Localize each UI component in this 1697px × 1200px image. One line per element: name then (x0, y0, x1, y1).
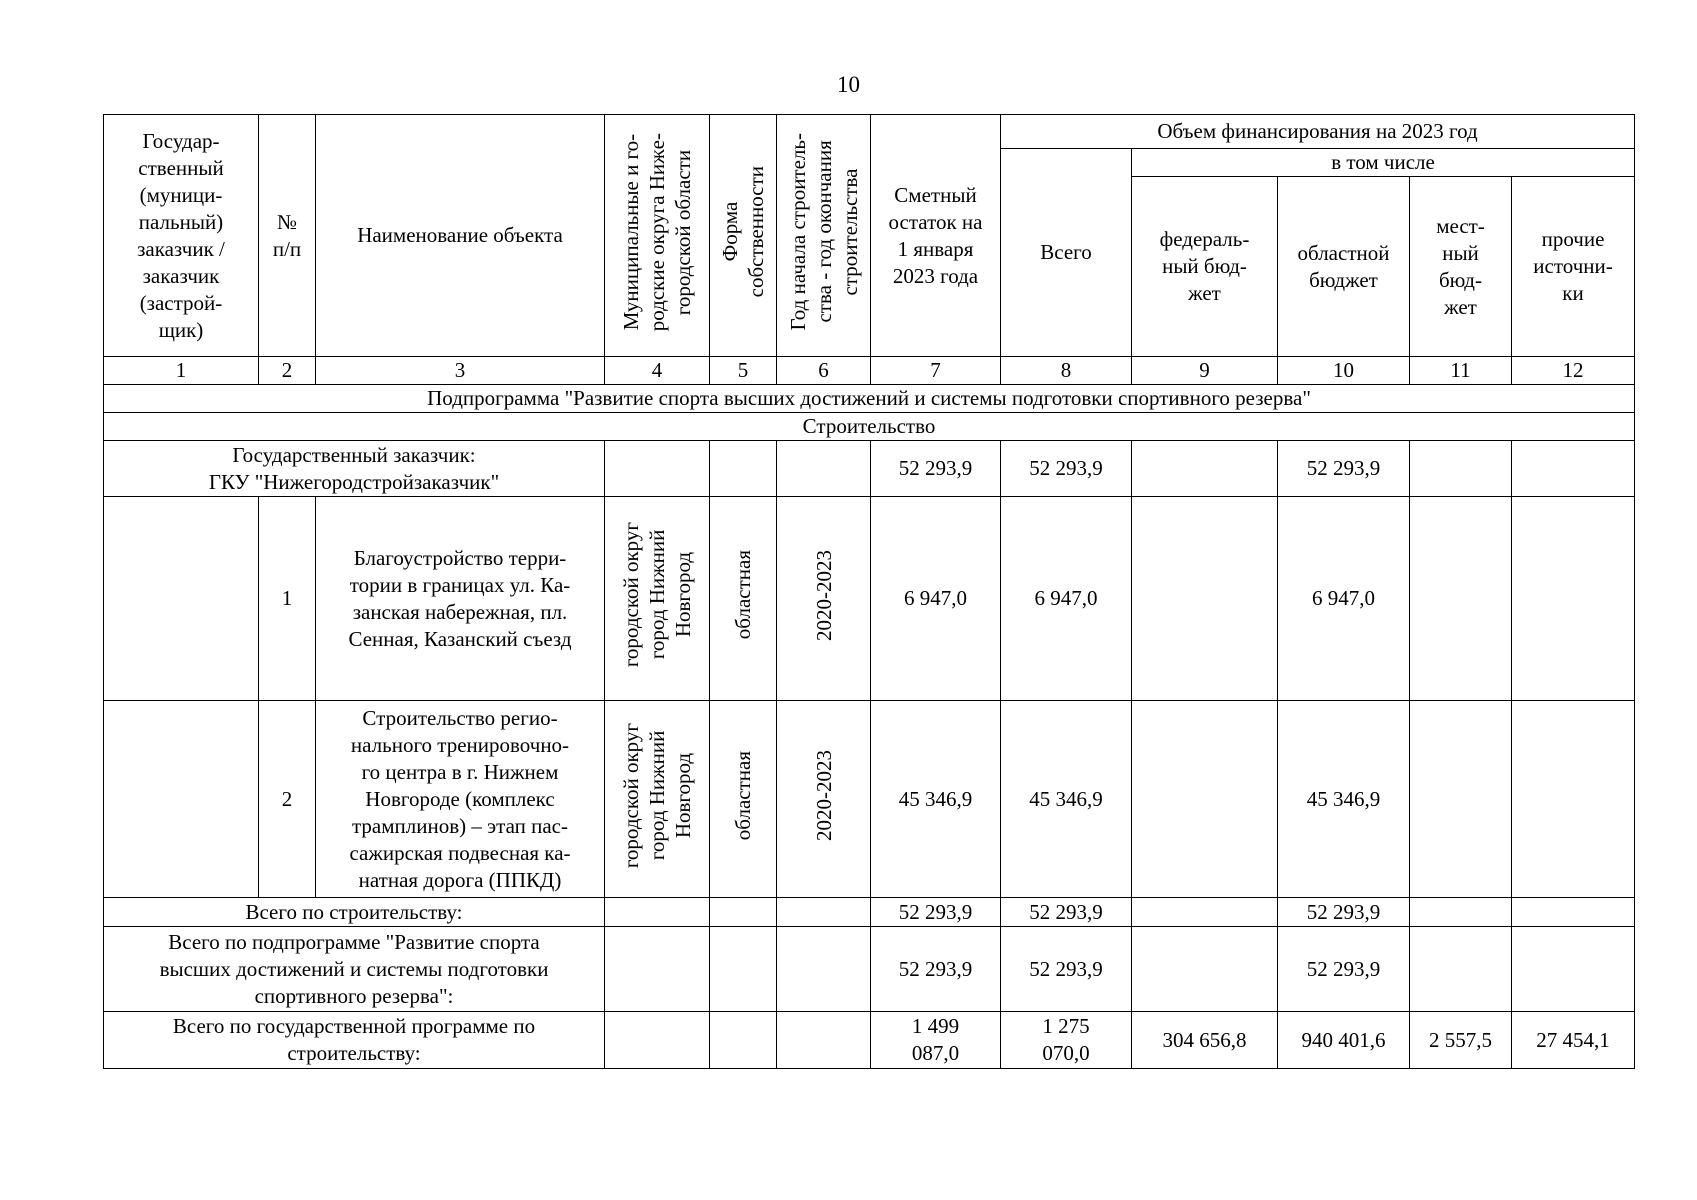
header-years-line: ства - год окончания (811, 140, 836, 324)
header-estimate (871, 115, 1001, 357)
customer-total: 52 293,9 (1001, 441, 1132, 497)
column-number: 9 (1132, 357, 1278, 385)
object-estimate: 6 947,0 (871, 497, 1001, 701)
header-row (104, 115, 1635, 149)
object-municipality-line: Новгород (671, 752, 695, 839)
column-number: 11 (1410, 357, 1512, 385)
total-program-estimate-line: 087,0 (911, 1041, 960, 1065)
object-municipality-line: город Нижний (645, 530, 669, 660)
empty-cell (1132, 701, 1278, 898)
empty-cell (1132, 441, 1278, 497)
column-number: 1 (104, 357, 259, 385)
empty-cell (1410, 898, 1512, 927)
header-customer-line: ственный (138, 155, 224, 180)
empty-cell (1410, 497, 1512, 701)
header-municipality-line: городской области (671, 149, 695, 315)
column-number: 5 (710, 357, 777, 385)
header-estimate-line: остаток на (888, 209, 983, 234)
total-program-total-line: 1 275 (1042, 1014, 1090, 1038)
empty-cell (1512, 441, 1635, 497)
empty-cell (605, 927, 710, 1012)
subprogram-title: Подпрограмма "Развитие спорта высших достижений и системы подготовки спортивного резерва" (104, 385, 1635, 413)
object-years (777, 701, 871, 898)
empty-cell (605, 441, 710, 497)
object-municipality (605, 701, 710, 898)
header-customer-line: Государ- (142, 128, 220, 153)
object-regional: 45 346,9 (1278, 701, 1410, 898)
page-number: 10 (837, 72, 860, 97)
header-municipality-line: Муниципальные и го- (619, 133, 643, 331)
header-customer-line: (застрой- (139, 290, 223, 315)
empty-cell (605, 1012, 710, 1069)
header-customer-line: щик) (158, 317, 204, 342)
object-name-line: нального тренировочно- (350, 732, 570, 757)
total-subprogram-label-line: спортивного резерва": (254, 983, 454, 1008)
object-municipality-line: Новгород (671, 552, 695, 638)
financing-table (103, 114, 1635, 1069)
header-municipality-line: родские округа Нижe- (645, 132, 669, 332)
customer-label-line: ГКУ "Нижегородстройзаказчик" (208, 469, 500, 494)
total-construction-regional: 52 293,9 (1278, 898, 1410, 927)
total-program-other: 27 454,1 (1512, 1012, 1635, 1069)
column-number: 4 (605, 357, 710, 385)
header-local (1410, 177, 1512, 357)
object-estimate: 45 346,9 (871, 701, 1001, 898)
total-construction-estimate: 52 293,9 (871, 898, 1001, 927)
object-total: 6 947,0 (1001, 497, 1132, 701)
header-regional-line: областной (1297, 240, 1390, 265)
header-other-line: ки (1562, 281, 1584, 305)
object-regional: 6 947,0 (1278, 497, 1410, 701)
empty-cell (104, 497, 259, 701)
object-name (316, 497, 605, 701)
object-name-line: сажирская подвесная ка- (349, 840, 571, 865)
empty-cell (1410, 927, 1512, 1012)
header-other (1512, 177, 1635, 357)
total-program-label-line: строительству: (287, 1041, 421, 1065)
header-years-line: Год начала строитель- (785, 133, 810, 331)
total-construction-row (104, 898, 1635, 927)
customer-label (104, 441, 605, 497)
object-years-text: 2020-2023 (811, 750, 836, 841)
empty-cell (1410, 701, 1512, 898)
object-years (777, 497, 871, 701)
header-municipality (605, 115, 710, 357)
object-row (104, 701, 1635, 898)
empty-cell (1512, 927, 1635, 1012)
total-program-label (104, 1012, 605, 1069)
object-ownership (710, 497, 777, 701)
total-subprogram-regional: 52 293,9 (1278, 927, 1410, 1012)
subprogram-row (104, 385, 1635, 413)
header-other-line: источни- (1533, 254, 1613, 278)
column-number: 12 (1512, 357, 1635, 385)
total-program-estimate (871, 1012, 1001, 1069)
customer-estimate: 52 293,9 (871, 441, 1001, 497)
object-name-line: натная дорога (ППКД) (358, 867, 562, 892)
column-number: 7 (871, 357, 1001, 385)
empty-cell (1410, 441, 1512, 497)
total-subprogram-label-line: Всего по подпрограмме "Развитие спорта (168, 929, 540, 954)
header-number (259, 115, 316, 357)
empty-cell (777, 898, 871, 927)
empty-cell (605, 898, 710, 927)
header-federal-line: федераль- (1159, 227, 1250, 251)
total-subprogram-estimate: 52 293,9 (871, 927, 1001, 1012)
object-name-line: трамплинов) – этап пас- (352, 813, 568, 838)
empty-cell (1512, 497, 1635, 701)
header-customer-line: (муници- (139, 182, 223, 207)
total-program-local: 2 557,5 (1410, 1012, 1512, 1069)
column-number: 2 (259, 357, 316, 385)
total-program-row (104, 1012, 1635, 1069)
object-name (316, 701, 605, 898)
header-total: Всего (1001, 149, 1132, 357)
total-program-estimate-line: 1 499 (911, 1014, 960, 1038)
empty-cell (1512, 701, 1635, 898)
object-name-line: Благоустройство терри- (353, 545, 567, 570)
section-row (104, 413, 1635, 441)
total-program-label-line: Всего по государственной программе по (172, 1014, 536, 1038)
header-local-line: жет (1444, 294, 1477, 319)
header-regional-line: бюджет (1309, 267, 1378, 292)
header-years (777, 115, 871, 357)
empty-cell (1132, 898, 1278, 927)
object-years-text: 2020-2023 (811, 549, 836, 641)
total-program-total-line: 070,0 (1042, 1041, 1090, 1065)
object-name-line: го центра в г. Нижнем (361, 759, 559, 784)
customer-regional: 52 293,9 (1278, 441, 1410, 497)
customer-row (104, 441, 1635, 497)
empty-cell (777, 927, 871, 1012)
header-customer-line: заказчик (142, 263, 220, 288)
object-municipality-line: городской округ (619, 522, 643, 668)
total-construction-label: Всего по строительству: (104, 898, 605, 927)
header-regional (1278, 177, 1410, 357)
object-municipality (605, 497, 710, 701)
section-title: Строительство (104, 413, 1635, 441)
object-number: 1 (259, 497, 316, 701)
object-number: 2 (259, 701, 316, 898)
header-object-name: Наименование объекта (316, 115, 605, 357)
empty-cell (710, 927, 777, 1012)
header-ownership (710, 115, 777, 357)
empty-cell (710, 898, 777, 927)
empty-cell (1512, 898, 1635, 927)
empty-cell (104, 701, 259, 898)
empty-cell (777, 441, 871, 497)
object-ownership-text: областная (731, 750, 755, 841)
object-municipality-line: город Нижний (645, 730, 669, 861)
object-row (104, 497, 1635, 701)
object-name-line: Новгороде (комплекс (365, 786, 555, 811)
total-subprogram-label-line: высших достижений и системы подготовки (159, 956, 549, 981)
column-numbers-row (104, 357, 1635, 385)
total-program-total (1001, 1012, 1132, 1069)
total-program-federal: 304 656,8 (1132, 1012, 1278, 1069)
column-number: 10 (1278, 357, 1410, 385)
header-local-line: мест- (1436, 213, 1485, 238)
object-total: 45 346,9 (1001, 701, 1132, 898)
header-local-line: бюд- (1439, 267, 1482, 292)
empty-cell (1132, 927, 1278, 1012)
header-estimate-line: 2023 года (892, 263, 979, 288)
empty-cell (710, 441, 777, 497)
header-federal (1132, 177, 1278, 357)
object-municipality-line: городской округ (619, 722, 643, 869)
column-number: 8 (1001, 357, 1132, 385)
header-ownership-line: Форма (718, 202, 742, 262)
object-name-line: Строительство регио- (362, 705, 558, 730)
header-federal-line: ный бюд- (1162, 254, 1247, 278)
object-name-line: занская набережная, пл. (352, 599, 568, 624)
total-subprogram-row (104, 927, 1635, 1012)
total-subprogram-label (104, 927, 605, 1012)
header-estimate-line: 1 января (897, 236, 974, 261)
empty-cell (1132, 497, 1278, 701)
header-including: в том числе (1132, 149, 1635, 177)
customer-label-line: Государственный заказчик: (232, 442, 476, 467)
header-estimate-line: Сметный (894, 182, 977, 207)
header-federal-line: жет (1188, 281, 1221, 305)
empty-cell (710, 1012, 777, 1069)
header-local-line: ный (1442, 240, 1479, 265)
total-construction-total: 52 293,9 (1001, 898, 1132, 927)
header-ownership-line: собственности (744, 166, 768, 298)
header-customer-line: заказчик / (137, 236, 225, 261)
header-funding-title: Объем финансирования на 2023 год (1001, 115, 1635, 149)
header-number-line: № (276, 209, 298, 234)
header-number-line: п/п (272, 236, 302, 261)
object-name-line: Сенная, Казанский съезд (348, 626, 572, 651)
object-name-line: тории в границах ул. Ка- (349, 572, 571, 597)
column-number: 6 (777, 357, 871, 385)
object-ownership-text: областная (731, 550, 755, 640)
object-ownership (710, 701, 777, 898)
header-customer-line: пальный) (138, 209, 224, 234)
total-subprogram-total: 52 293,9 (1001, 927, 1132, 1012)
header-years-line: строительства (837, 168, 862, 296)
total-program-regional: 940 401,6 (1278, 1012, 1410, 1069)
column-number: 3 (316, 357, 605, 385)
header-customer (104, 115, 259, 357)
empty-cell (777, 1012, 871, 1069)
header-other-line: прочие (1541, 227, 1605, 251)
